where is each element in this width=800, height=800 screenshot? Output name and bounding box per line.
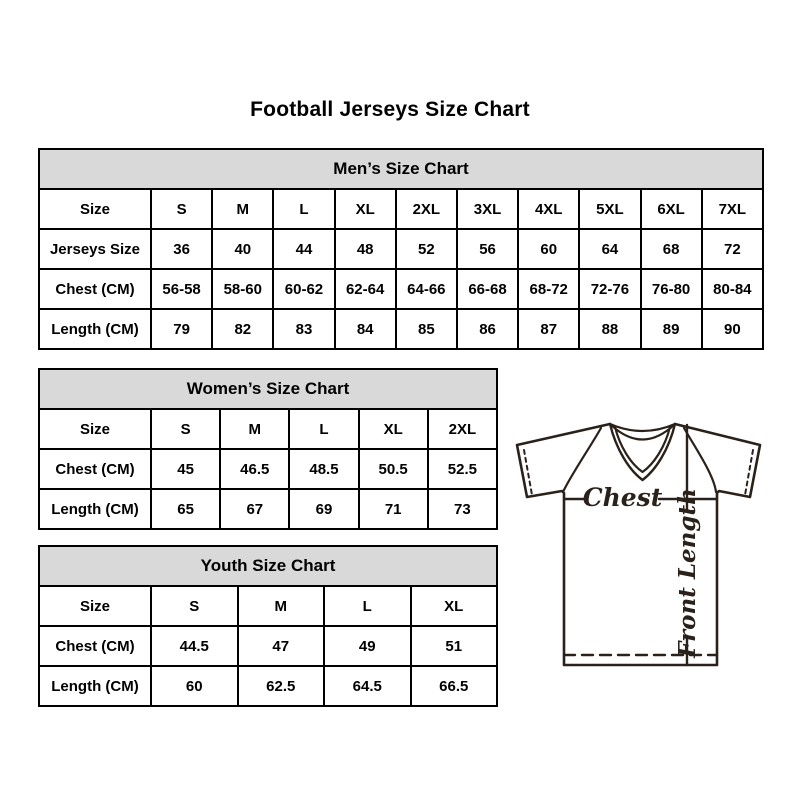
value-cell: 84	[335, 309, 396, 349]
value-cell: 48.5	[289, 449, 358, 489]
table-title: Men’s Size Chart	[39, 149, 763, 189]
value-cell: 69	[289, 489, 358, 529]
value-cell: 66.5	[411, 666, 498, 706]
page-title: Football Jerseys Size Chart	[250, 98, 530, 121]
value-cell: 58-60	[212, 269, 273, 309]
value-cell: 36	[151, 229, 212, 269]
value-cell: 44	[273, 229, 334, 269]
value-cell: 51	[411, 626, 498, 666]
value-cell: 40	[212, 229, 273, 269]
value-cell: 62.5	[238, 666, 325, 706]
table-row	[39, 229, 763, 269]
table-row	[39, 449, 497, 489]
jersey-outline	[517, 424, 760, 665]
value-cell: XL	[335, 189, 396, 229]
value-cell: 64.5	[324, 666, 411, 706]
row-label-cell: Size	[39, 586, 151, 626]
value-cell: L	[324, 586, 411, 626]
table-title-row	[39, 546, 497, 586]
value-cell: 64-66	[396, 269, 457, 309]
value-cell: 80-84	[702, 269, 763, 309]
row-label-cell: Chest (CM)	[39, 626, 151, 666]
row-label-cell: Chest (CM)	[39, 269, 151, 309]
table-row	[39, 586, 497, 626]
value-cell: 56-58	[151, 269, 212, 309]
value-cell: 7XL	[702, 189, 763, 229]
value-cell: 86	[457, 309, 518, 349]
value-cell: 68-72	[518, 269, 579, 309]
value-cell: 64	[579, 229, 640, 269]
chest-label: Chest	[582, 483, 663, 512]
value-cell: 4XL	[518, 189, 579, 229]
value-cell: 49	[324, 626, 411, 666]
value-cell: 50.5	[359, 449, 428, 489]
row-label-cell: Chest (CM)	[39, 449, 151, 489]
table-row	[39, 666, 497, 706]
value-cell: 60-62	[273, 269, 334, 309]
value-cell: 89	[641, 309, 702, 349]
value-cell: XL	[359, 409, 428, 449]
womens-size-table	[38, 368, 498, 530]
value-cell: 3XL	[457, 189, 518, 229]
value-cell: XL	[411, 586, 498, 626]
value-cell: 52.5	[428, 449, 497, 489]
value-cell: S	[151, 409, 220, 449]
collar-band-arc-outer	[610, 424, 675, 431]
value-cell: L	[289, 409, 358, 449]
value-cell: 68	[641, 229, 702, 269]
value-cell: 88	[579, 309, 640, 349]
value-cell: 90	[702, 309, 763, 349]
value-cell: 72-76	[579, 269, 640, 309]
row-label-cell: Jerseys Size	[39, 229, 151, 269]
value-cell: 46.5	[220, 449, 289, 489]
row-label-cell: Size	[39, 189, 151, 229]
value-cell: M	[220, 409, 289, 449]
youth-size-table	[38, 545, 498, 707]
value-cell: 44.5	[151, 626, 238, 666]
row-label-cell: Length (CM)	[39, 489, 151, 529]
value-cell: 72	[702, 229, 763, 269]
table-title: Women’s Size Chart	[39, 369, 497, 409]
value-cell: 82	[212, 309, 273, 349]
value-cell: 73	[428, 489, 497, 529]
table-row	[39, 409, 497, 449]
table-title-row	[39, 149, 763, 189]
value-cell: 65	[151, 489, 220, 529]
value-cell: 71	[359, 489, 428, 529]
value-cell: M	[212, 189, 273, 229]
table-row	[39, 269, 763, 309]
value-cell: 5XL	[579, 189, 640, 229]
table-row	[39, 626, 497, 666]
row-label-cell: Length (CM)	[39, 309, 151, 349]
value-cell: 56	[457, 229, 518, 269]
table-title-row	[39, 369, 497, 409]
value-cell: 79	[151, 309, 212, 349]
value-cell: 2XL	[396, 189, 457, 229]
jersey-icon	[505, 407, 773, 677]
jersey-measurement-diagram	[505, 407, 773, 677]
value-cell: 47	[238, 626, 325, 666]
value-cell: 48	[335, 229, 396, 269]
table-row	[39, 489, 497, 529]
value-cell: 85	[396, 309, 457, 349]
value-cell: 60	[151, 666, 238, 706]
value-cell: M	[238, 586, 325, 626]
value-cell: L	[273, 189, 334, 229]
value-cell: 62-64	[335, 269, 396, 309]
table-row	[39, 309, 763, 349]
value-cell: 76-80	[641, 269, 702, 309]
front-length-label: Front Length	[674, 488, 701, 658]
row-label-cell: Length (CM)	[39, 666, 151, 706]
value-cell: 83	[273, 309, 334, 349]
row-label-cell: Size	[39, 409, 151, 449]
value-cell: 45	[151, 449, 220, 489]
value-cell: S	[151, 586, 238, 626]
value-cell: S	[151, 189, 212, 229]
value-cell: 52	[396, 229, 457, 269]
value-cell: 2XL	[428, 409, 497, 449]
value-cell: 87	[518, 309, 579, 349]
mens-size-table	[38, 148, 764, 350]
value-cell: 6XL	[641, 189, 702, 229]
value-cell: 60	[518, 229, 579, 269]
armhole-seam-right	[684, 428, 716, 492]
table-title: Youth Size Chart	[39, 546, 497, 586]
value-cell: 67	[220, 489, 289, 529]
value-cell: 66-68	[457, 269, 518, 309]
table-row	[39, 189, 763, 229]
